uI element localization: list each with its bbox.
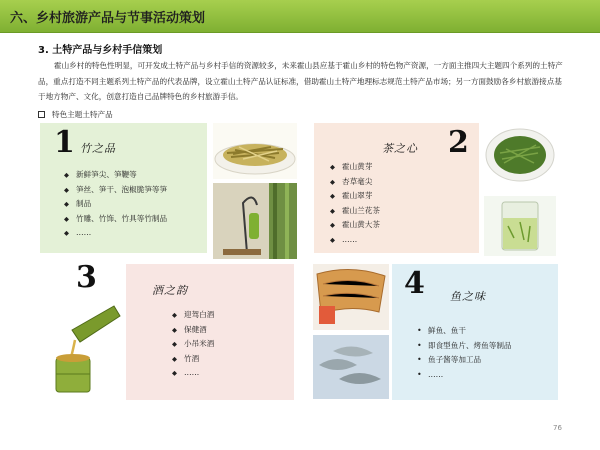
intro-paragraph: 霍山乡村的特色性明显，可开发成土特产品与乡村手信的资源较多，未来霍山县应基于霍山乡村的特色物产资源，一方面主推四大主题四个系列的土特产品，重点打造不同主题系列土特产品的代表品牌，设立霍山土特产品认证标准，借助霍山土特产地理标志规范土特产品市场；另一方面鼓励各乡村旅游接点基于地方物产、文化，创意打造自己品牌特色的乡村旅游手信。 [38,61,563,101]
list-item: ◆ 笋丝、笋干、泡椒脆笋等笋 [64,183,199,198]
page-title: 六、乡村旅游产品与节事活动策划 [10,11,206,26]
bamboo-craft-photo [213,183,297,259]
panel-number: 3 [76,260,97,295]
dried-fish-photo [313,264,389,330]
list-item: ◆ 霍山黄大茶 [330,218,450,233]
panel-title: 鱼之味 [450,290,486,303]
list-item: ◆ 制品 [64,197,199,212]
panel-tea [314,123,479,253]
list-item: ◆ 霍山翠芽 [330,189,450,204]
bamboo-shoot-photo [213,123,297,179]
item-list [416,324,552,382]
list-item: ◆ …… [172,366,282,381]
panel-title: 酒之韵 [152,284,188,297]
panel-number: 2 [448,125,469,160]
panel-title: 竹之品 [80,142,116,155]
page-number: 76 [553,424,562,432]
list-item: • 鱼子酱等加工品 [416,353,552,368]
list-item: ◆ …… [64,226,199,241]
tea-leaves-photo [484,123,556,183]
header-bar [0,0,600,33]
panel-title: 茶之心 [382,142,418,155]
square-bullet-icon [38,111,45,118]
list-item: • 即食型鱼片、烤鱼等制品 [416,339,552,354]
list-item: ◆ 竹酒 [172,352,282,367]
fish-dish-photo [313,335,389,399]
panel-fish [392,264,558,400]
list-item: ◆ 霍山兰花茶 [330,204,450,219]
list-item: • …… [416,368,552,383]
bamboo-wine-photo [42,300,122,395]
list-item: ◆ 竹雕、竹饰、竹具等竹制品 [64,212,199,227]
list-item: ◆ 小吊米酒 [172,337,282,352]
list-item: ◆ …… [330,233,450,248]
list-item: ◆ 霍山黄芽 [330,160,450,175]
section-title: 3. 土特产品与乡村手信策划 [38,45,163,56]
list-item: ◆ 杏草毫尖 [330,175,450,190]
tea-cup-photo [484,196,556,256]
item-list [330,160,450,247]
item-list [172,308,282,381]
item-list [64,168,199,241]
list-item: ◆ 保健酒 [172,323,282,338]
list-item: ◆ 新鲜笋尖、笋鞭等 [64,168,199,183]
list-item: ◆ 迎驾白酒 [172,308,282,323]
panel-number: 4 [404,266,425,301]
list-item: • 鲜鱼、鱼干 [416,324,552,339]
panel-wine [126,264,294,400]
subhead-label: 特色主题土特产品 [52,110,113,119]
panel-number: 1 [54,125,75,160]
panel-bamboo [40,123,207,253]
subhead [38,109,113,120]
